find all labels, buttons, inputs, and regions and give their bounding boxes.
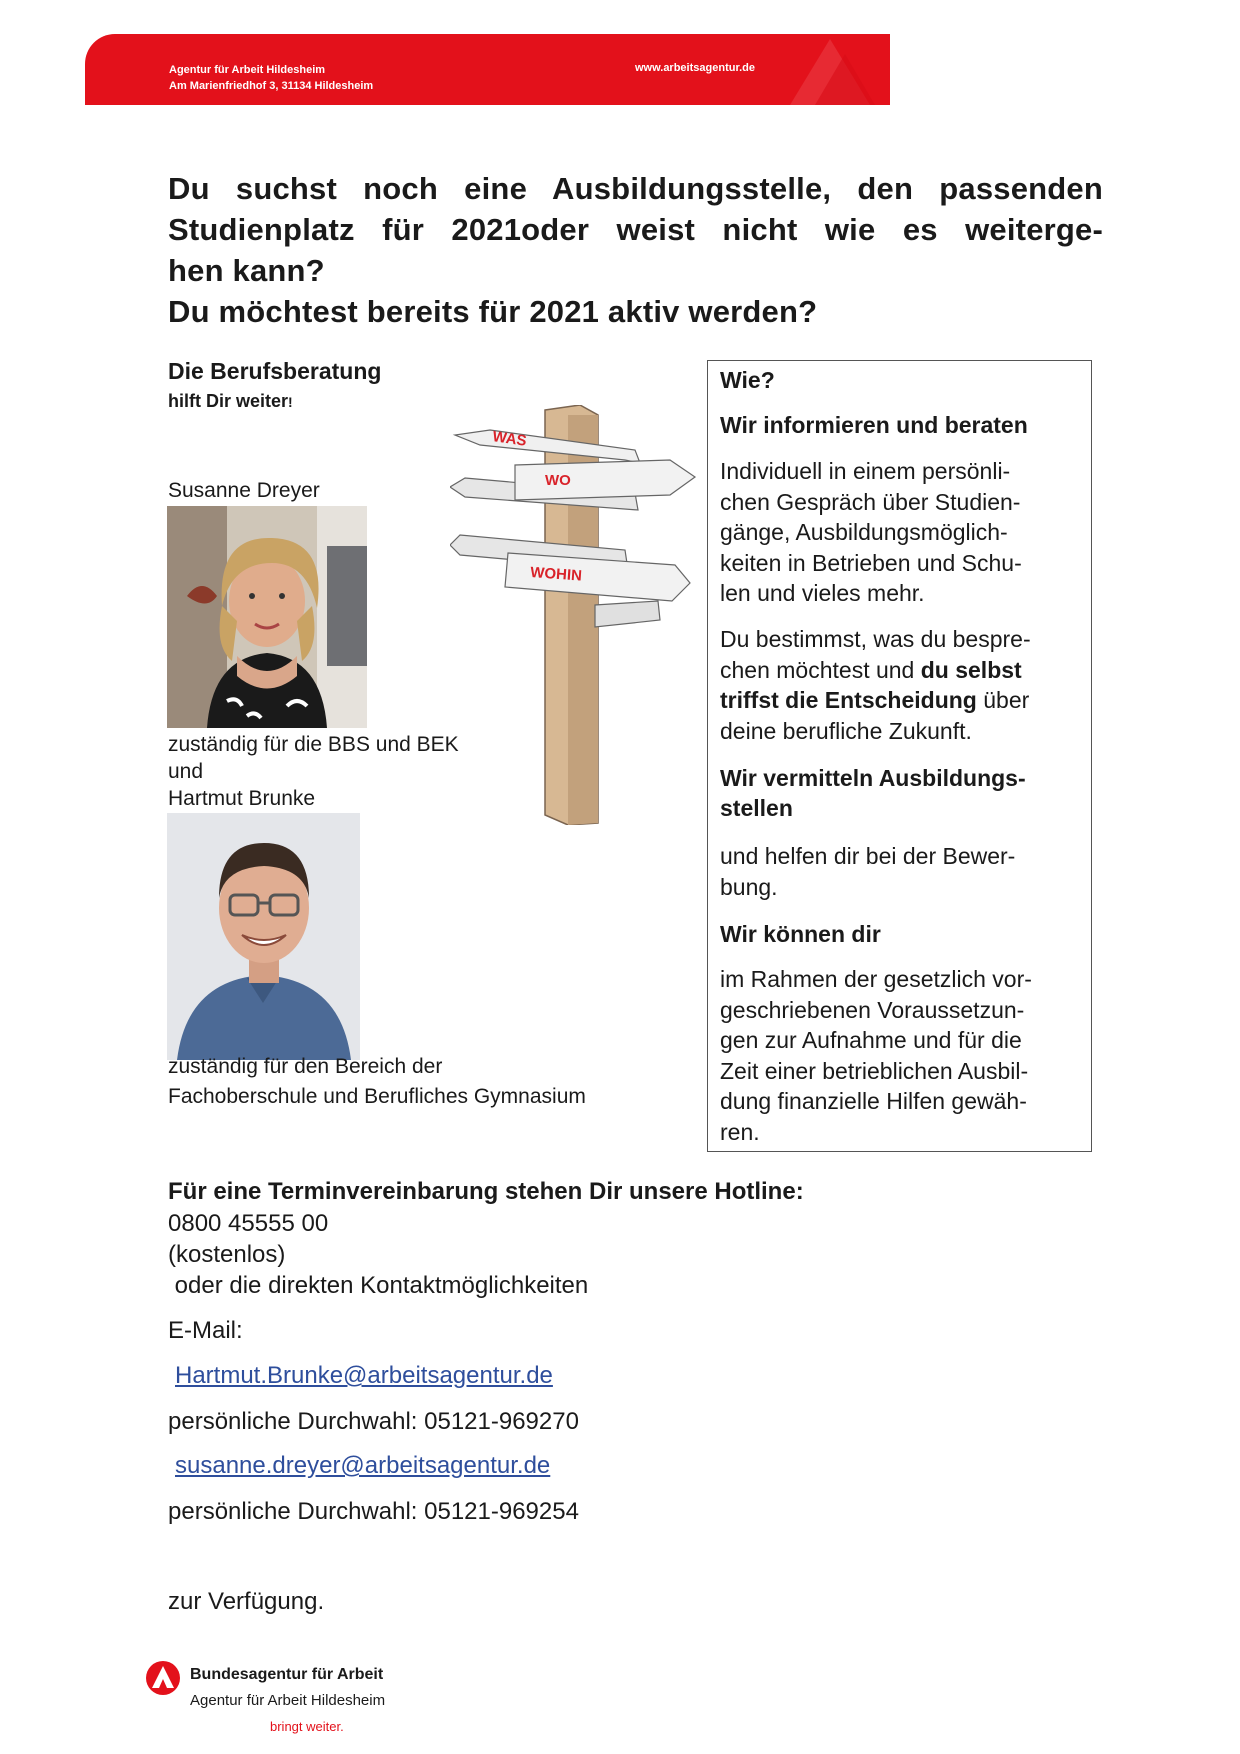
subtitle-text: hilft Dir weiter (168, 391, 289, 411)
p1-line: len und vieles mehr. (720, 580, 925, 606)
berufsberatung-title: Die Berufsberatung (168, 358, 382, 384)
person2-role-line1: zuständig für den Bereich der (168, 1055, 443, 1078)
p2-text: chen möchtest und (720, 656, 921, 683)
connector-and: und (168, 760, 204, 783)
sign-was: WAS (491, 428, 528, 450)
portrait-man-image (167, 813, 360, 1060)
headline (168, 168, 1103, 332)
p2-text: über (976, 687, 1030, 713)
p4-line: dung finanzielle Hilfen gewäh- (720, 1088, 1027, 1114)
email-link-dreyer[interactable]: susanne.dreyer@arbeitsagentur.de (175, 1452, 551, 1479)
p3-line: und helfen dir bei der Bewer- (720, 843, 1016, 869)
signpost-illustration (450, 405, 700, 825)
portrait-woman-image (167, 506, 367, 728)
p4-line: Zeit einer betrieblichen Ausbil- (720, 1057, 1029, 1084)
contact-title: Für eine Terminvereinbarung stehen Dir unsere Hotline: (168, 1178, 804, 1205)
info-box (707, 360, 1092, 1152)
berufsberatung-subtitle (168, 391, 293, 412)
p1-line: Individuell in einem persönli- (720, 458, 1011, 484)
sign-wohin: WOHIN (529, 564, 583, 585)
info-paragraph-decide (720, 624, 1031, 746)
header-banner (85, 34, 890, 105)
header-address-block (169, 62, 373, 94)
headline-line2: Studienplatz für 2021oder weist nicht wie es weiterge- (168, 212, 1103, 247)
p4-line: geschriebenen Voraussetzun- (720, 996, 1025, 1023)
hotline-number[interactable]: 0800 45555 00 (168, 1210, 329, 1237)
person2-role-line2: Fachoberschule und Berufliches Gymnasium (168, 1085, 586, 1108)
header-address: Am Marienfriedhof 3, 31134 Hildesheim (169, 80, 374, 92)
headline-line1: Du suchst noch eine Ausbildungsstelle, den passenden (168, 171, 1103, 206)
info-heading-can: Wir können dir (720, 921, 881, 947)
header-org-name: Agentur für Arbeit Hildesheim (169, 64, 326, 76)
footer-brand: Bundesagentur für Arbeit (190, 1666, 384, 1683)
hotline-free-note: (kostenlos) (168, 1241, 286, 1268)
ba-logo-icon (145, 1660, 181, 1696)
info-question: Wie? (720, 367, 775, 393)
p4-line: gen zur Aufnahme und für die (720, 1027, 1022, 1053)
header-url[interactable]: www.arbeitsagentur.de (635, 62, 756, 74)
p3-line: bung. (720, 873, 778, 900)
person2-name: Hartmut Brunke (168, 787, 316, 810)
p4-line: ren. (720, 1118, 760, 1145)
p2-line (720, 655, 1031, 686)
p1-line: keiten in Betrieben und Schu- (720, 549, 1022, 576)
info-paragraph-financial (720, 964, 1032, 1147)
banner-triangle-decoration (770, 34, 890, 105)
email-link-brunke[interactable]: Hartmut.Brunke@arbeitsagentur.de (175, 1362, 553, 1389)
closing-text: zur Verfügung. (168, 1588, 325, 1615)
h2-line: Wir vermitteln Ausbildungs- (720, 765, 1026, 791)
photo-susanne-dreyer (167, 506, 367, 728)
p2-line: deine berufliche Zukunft. (720, 717, 972, 744)
p1-line: gänge, Ausbildungsmöglich- (720, 519, 1008, 545)
info-heading-placement (720, 763, 1026, 823)
p2-bold: triffst die Entscheidung (720, 687, 977, 713)
info-paragraph-individual (720, 456, 1022, 609)
footer-slogan: bringt weiter. (270, 1719, 344, 1734)
phone-brunke: persönliche Durchwahl: 05121-969270 (168, 1408, 579, 1435)
phone-dreyer: persönliche Durchwahl: 05121-969254 (168, 1498, 579, 1525)
footer-sub: Agentur für Arbeit Hildesheim (190, 1692, 386, 1709)
info-heading-inform: Wir informieren und beraten (720, 412, 1028, 438)
p1-line: chen Gespräch über Studien- (720, 488, 1021, 515)
email-label: E-Mail: (168, 1317, 243, 1344)
h2-line: stellen (720, 795, 793, 821)
p4-line: im Rahmen der gesetzlich vor- (720, 966, 1032, 992)
person1-name: Susanne Dreyer (168, 479, 320, 502)
p2-line: Du bestimmst, was du bespre- (720, 626, 1031, 652)
photo-hartmut-brunke (167, 813, 360, 1060)
contact-alternatives: oder die direkten Kontaktmöglichkeiten (168, 1272, 589, 1299)
person1-role: zuständig für die BBS und BEK (168, 733, 459, 756)
sign-wo: WO (545, 472, 571, 489)
headline-line3: hen kann? (168, 253, 325, 288)
headline-line4: Du möchtest bereits für 2021 aktiv werden? (168, 294, 818, 329)
p2-line (720, 685, 1031, 716)
subtitle-mark: ! (288, 394, 293, 410)
p2-bold: du selbst (920, 656, 1022, 683)
info-paragraph-apply (720, 841, 1015, 902)
